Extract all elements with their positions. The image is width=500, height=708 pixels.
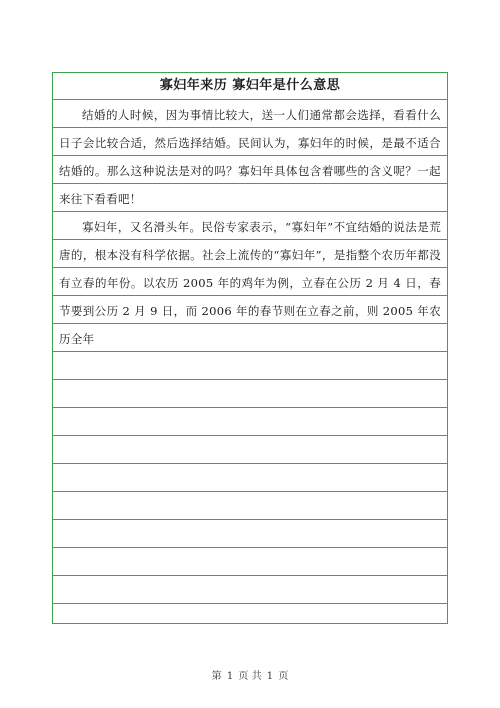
paragraph-intro: 结婚的人时候，因为事情比较大，送一人们通常都会选择，看看什么日子会比较合适，然后选择结婚。民间认为，寡妇年的时候，是最不适合结婚的。那么这种说法是对的吗？寡妇年具体包含着哪些的含义呢？一起来往下看看吧！ [59, 108, 441, 206]
footer-page-number: 1 [226, 671, 234, 682]
document-body [59, 101, 441, 353]
rule-line [53, 379, 447, 380]
rule-line [53, 463, 447, 464]
paragraph-definition: 寡妇年，又名滑头年。民俗专家表示，“寡妇年”不宜结婚的说法是荒唐的，根本没有科学依据。社会上流传的“寡妇年”，是指整个农历年都没有立春的年份。以农历 2005 年的鸡年为例，立春在公历 2 月 4 日，春节要到公历 2 月 9 日，而 2006 年的春节则在立春之前，则 2005 年农历全年 [59, 220, 441, 346]
rule-line [53, 435, 447, 436]
document-title: 寡妇年来历 寡妇年是什么意思 [159, 78, 341, 93]
rule-line [53, 547, 447, 548]
rule-line [53, 603, 447, 604]
footer-suffix: 页 [278, 671, 289, 682]
rule-line [53, 407, 447, 408]
footer-prefix: 第 [211, 671, 222, 682]
rule-line [53, 519, 447, 520]
rule-line [53, 491, 447, 492]
rule-line [53, 575, 447, 576]
footer-total-pages: 1 [266, 671, 274, 682]
rule-line [53, 99, 447, 100]
ruled-sheet [52, 72, 448, 624]
page-footer [0, 667, 500, 682]
footer-middle: 页 共 [238, 671, 262, 682]
